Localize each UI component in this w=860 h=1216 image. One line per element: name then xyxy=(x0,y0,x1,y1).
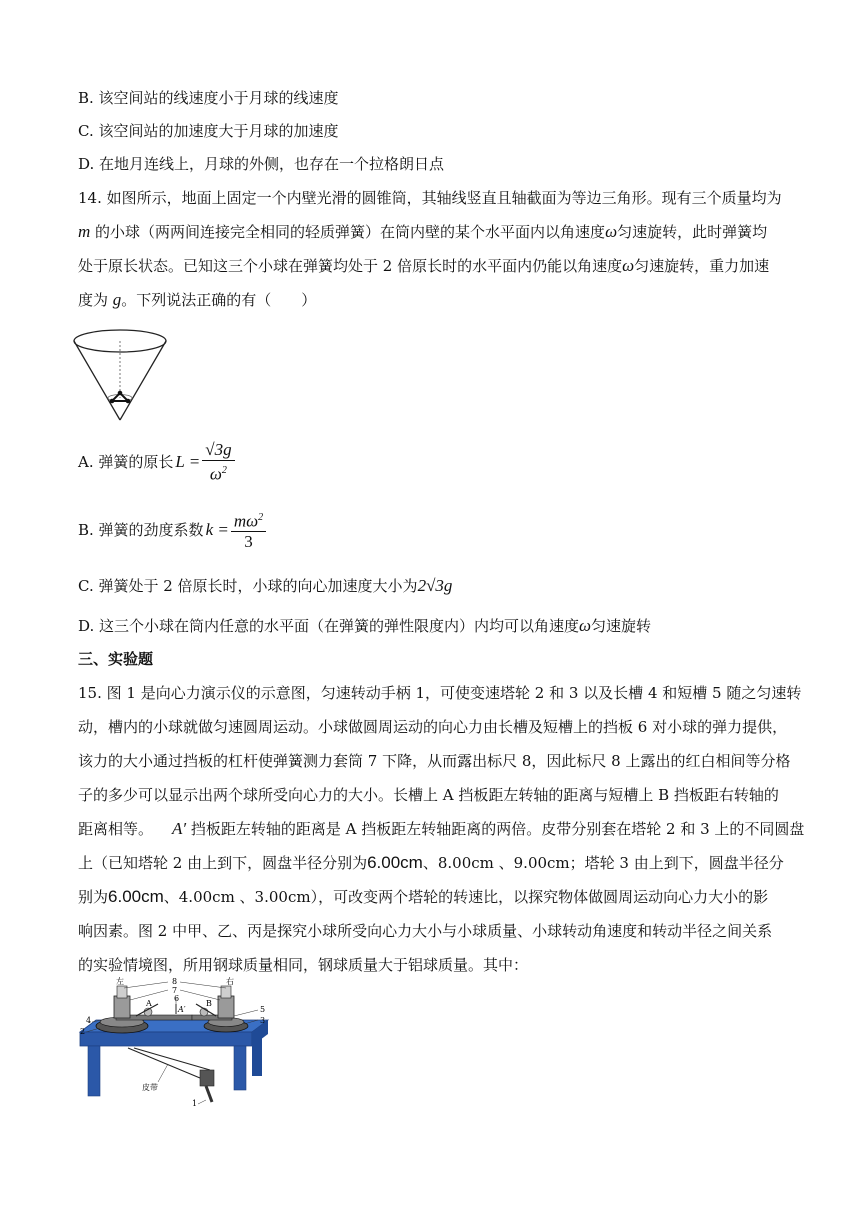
q14-option-d: D. 这三个小球在筒内任意的水平面（在弹簧的弹性限度内）内均可以角速度ω匀速旋转 xyxy=(78,616,652,635)
label-a-prime: A′ xyxy=(178,1005,186,1014)
q15-line8: 别为6.00cm、4.00cm 、3.00cm），可改变两个塔轮的转速比，以探究物体做圆周运动向心力大小的影 xyxy=(78,887,769,906)
q15-line10: 的实验情境图，所用钢球质量相同，钢球质量大于铝球质量。其中： xyxy=(78,956,529,974)
cone-figure xyxy=(70,326,170,424)
label-right: 右 xyxy=(226,977,234,986)
q13-option-d: D. 在地月连线上，月球的外侧，也存在一个拉格朗日点 xyxy=(78,155,445,173)
section-heading: 三、实验题 xyxy=(78,650,154,668)
fraction: $\frac{m\omega^2}{3}$ xyxy=(231,508,266,553)
q14-stem-line3: 处于原长状态。已知这三个小球在弹簧均处于 2 倍原长时的水平面内仍能以角速度ω匀速旋转，重力加速 xyxy=(78,256,770,275)
centripetal-apparatus-figure xyxy=(76,974,272,1108)
q15-line2: 动，槽内的小球就做匀速圆周运动。小球做圆周运动的向心力由长槽及短槽上的挡板 6 对小球的弹力提供， xyxy=(78,718,788,736)
label-a: A xyxy=(146,999,152,1008)
q15-line9: 响因素。图 2 中甲、乙、丙是探究小球所受向心力大小与小球质量、小球转动角速度和转动半径之间关系 xyxy=(78,922,773,940)
q15-line3: 该力的大小通过挡板的杠杆使弹簧测力套筒 7 下降，从而露出标尺 8，因此标尺 8 上露出的红白相间等分格 xyxy=(78,752,791,770)
acceleration-value: 2√3g xyxy=(417,576,453,595)
label-left: 左 xyxy=(116,977,124,986)
omega-symbol: ω xyxy=(579,616,592,635)
label-7: 7 xyxy=(172,986,178,995)
fraction: $\frac{√3g}{\omega^2}$ xyxy=(202,440,234,485)
q14-stem-line2: m 的小球（两两间连接完全相同的轻质弹簧）在筒内壁的某个水平面内以角速度ω匀速旋转，此时弹簧均 xyxy=(78,222,768,241)
q14-stem-line1: 14. 如图所示，地面上固定一个内壁光滑的圆锥筒，其轴线竖直且轴截面为等边三角形。现有三个质量均为 xyxy=(78,189,782,207)
q15-line1: 15. 图 1 是向心力演示仪的示意图，匀速转动手柄 1，可使变速塔轮 2 和 3 以及长槽 4 和短槽 5 随之匀速转 xyxy=(78,684,802,702)
q13-option-c: C. 该空间站的加速度大于月球的加速度 xyxy=(78,122,339,140)
label-3: 3 xyxy=(260,1016,266,1025)
q15-line4: 子的多少可以显示出两个球所受向心力的大小。长槽上 A 挡板距左转轴的距离与短槽上 B 挡板距右转轴的 xyxy=(78,786,779,804)
label-4: 4 xyxy=(86,1016,92,1025)
label-1: 1 xyxy=(192,1099,198,1108)
label-2: 2 xyxy=(80,1027,86,1036)
q13-option-b: B. 该空间站的线速度小于月球的线速度 xyxy=(78,89,339,107)
mass-variable: m xyxy=(78,222,91,241)
label-belt: 皮带 xyxy=(142,1083,158,1092)
q15-line6: A′ 挡板距左转轴的距离是 A 挡板距左转轴距离的两倍。皮带分别套在塔轮 2 和 3 上的不同圆盘 xyxy=(172,819,805,838)
label-5: 5 xyxy=(260,1005,266,1014)
q15-line5: 距离相等。 xyxy=(78,820,154,838)
q14-stem-line4: 度为 g。下列说法正确的有（ ） xyxy=(78,290,317,309)
label-6: 6 xyxy=(174,994,180,1003)
q15-line7: 上（已知塔轮 2 由上到下，圆盘半径分别为6.00cm、8.00cm 、9.00cm；塔轮 3 由上到下，圆盘半径分 xyxy=(78,853,784,872)
label-b: B xyxy=(206,999,212,1008)
q14-option-b: B. 弹簧的劲度系数 k = $\frac{m\omega^2}{3}$ xyxy=(78,508,268,552)
label-8: 8 xyxy=(172,977,178,986)
gravity-variable: g xyxy=(112,290,122,309)
q14-option-a: A. 弹簧的原长 L = $\frac{√3g}{\omega^2}$ xyxy=(78,440,237,484)
omega-symbol: ω xyxy=(605,222,618,241)
omega-symbol: ω xyxy=(622,256,635,275)
q14-option-c: C. 弹簧处于 2 倍原长时，小球的向心加速度大小为2√3g xyxy=(78,576,453,595)
